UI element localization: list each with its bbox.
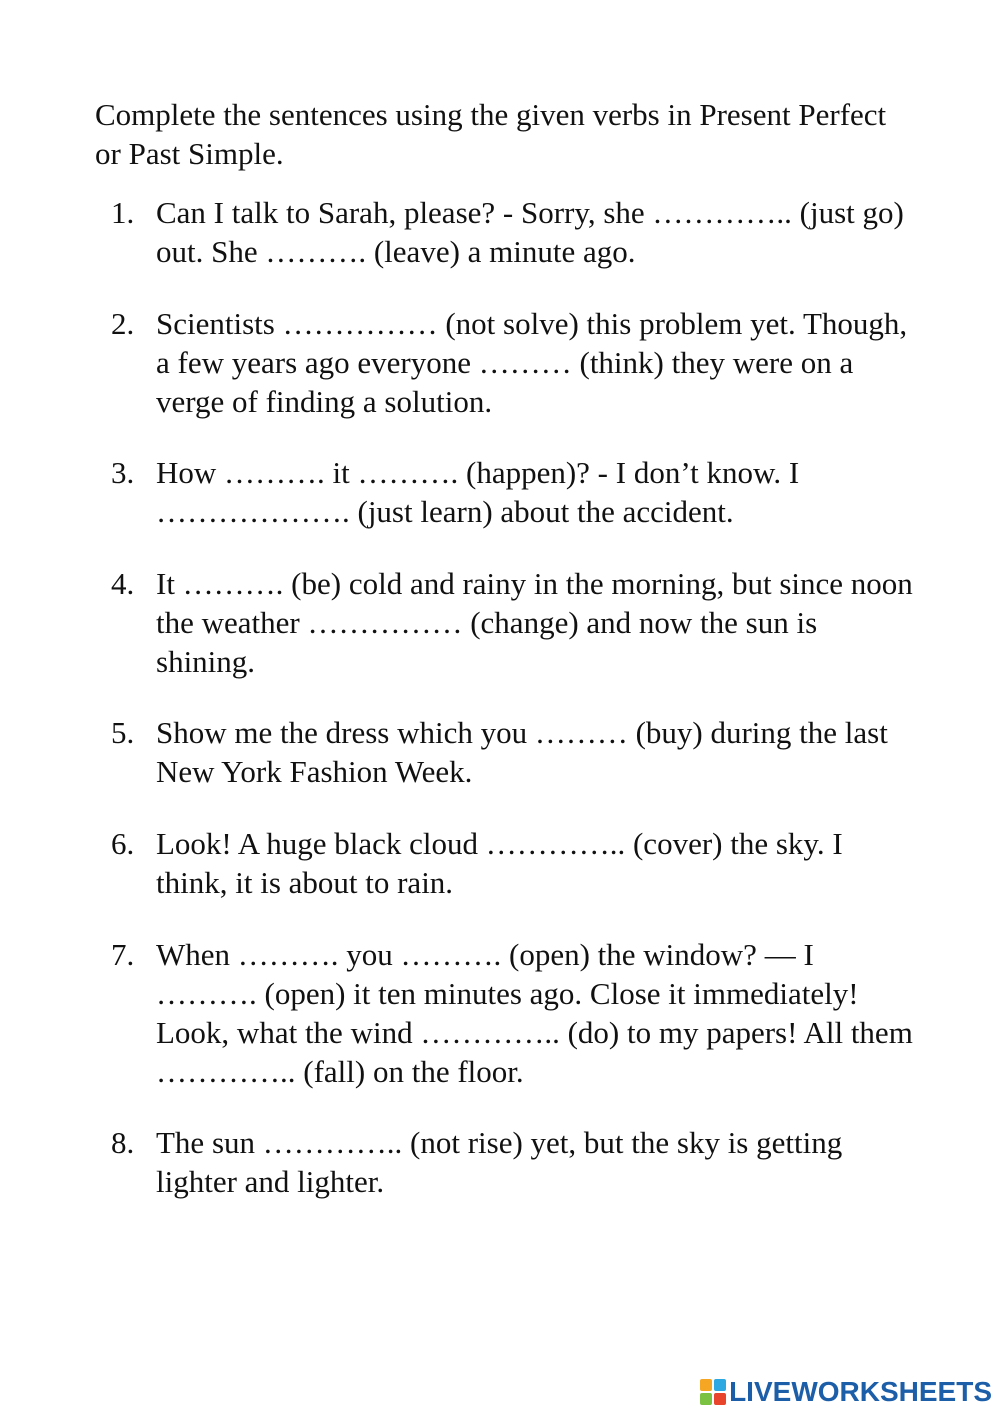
item-text: The sun ………….. (not rise) yet, but the sky is getting lighter and lighter. <box>156 1125 843 1199</box>
item-number: 8. <box>111 1125 135 1160</box>
item-text: Look! A huge black cloud ………….. (cover) the sky. I think, it is about to rain. <box>156 826 843 900</box>
item-number: 7. <box>111 937 135 972</box>
item-number: 5. <box>111 715 135 750</box>
watermark-text: LIVEWORKSHEETS <box>729 1376 992 1407</box>
item-text: It ………. (be) cold and rainy in the morning, but since noon the weather …………… (change) and now the sun is shining. <box>156 566 913 679</box>
item-text: Can I talk to Sarah, please? - Sorry, she ………….. (just go) out. She ………. (leave) a minute ago. <box>156 195 904 269</box>
liveworksheets-watermark <box>700 1375 992 1409</box>
item-number: 6. <box>111 826 135 861</box>
item-number: 3. <box>111 455 135 490</box>
item-text: Show me the dress which you ……… (buy) during the last New York Fashion Week. <box>156 715 888 789</box>
instructions-text: Complete the sentences using the given verbs in Present Perfect or Past Simple. <box>95 97 887 171</box>
item-number: 4. <box>111 566 135 601</box>
item-number: 1. <box>111 195 135 230</box>
item-text: When ………. you ………. (open) the window? — I ………. (open) it ten minutes ago. Close it immediately! Look, what the wind ………….. (do) to my papers! All them ………….. (fall) on the floor. <box>156 937 913 1089</box>
item-text: Scientists …………… (not solve) this problem yet. Though, a few years ago everyone ……… (think) they were on a verge of finding a solution. <box>156 306 908 419</box>
item-text: How ………. it ………. (happen)? - I don’t know. I ………………. (just learn) about the accident. <box>156 455 800 529</box>
item-number: 2. <box>111 306 135 341</box>
liveworksheets-logo-icon <box>700 1379 726 1405</box>
